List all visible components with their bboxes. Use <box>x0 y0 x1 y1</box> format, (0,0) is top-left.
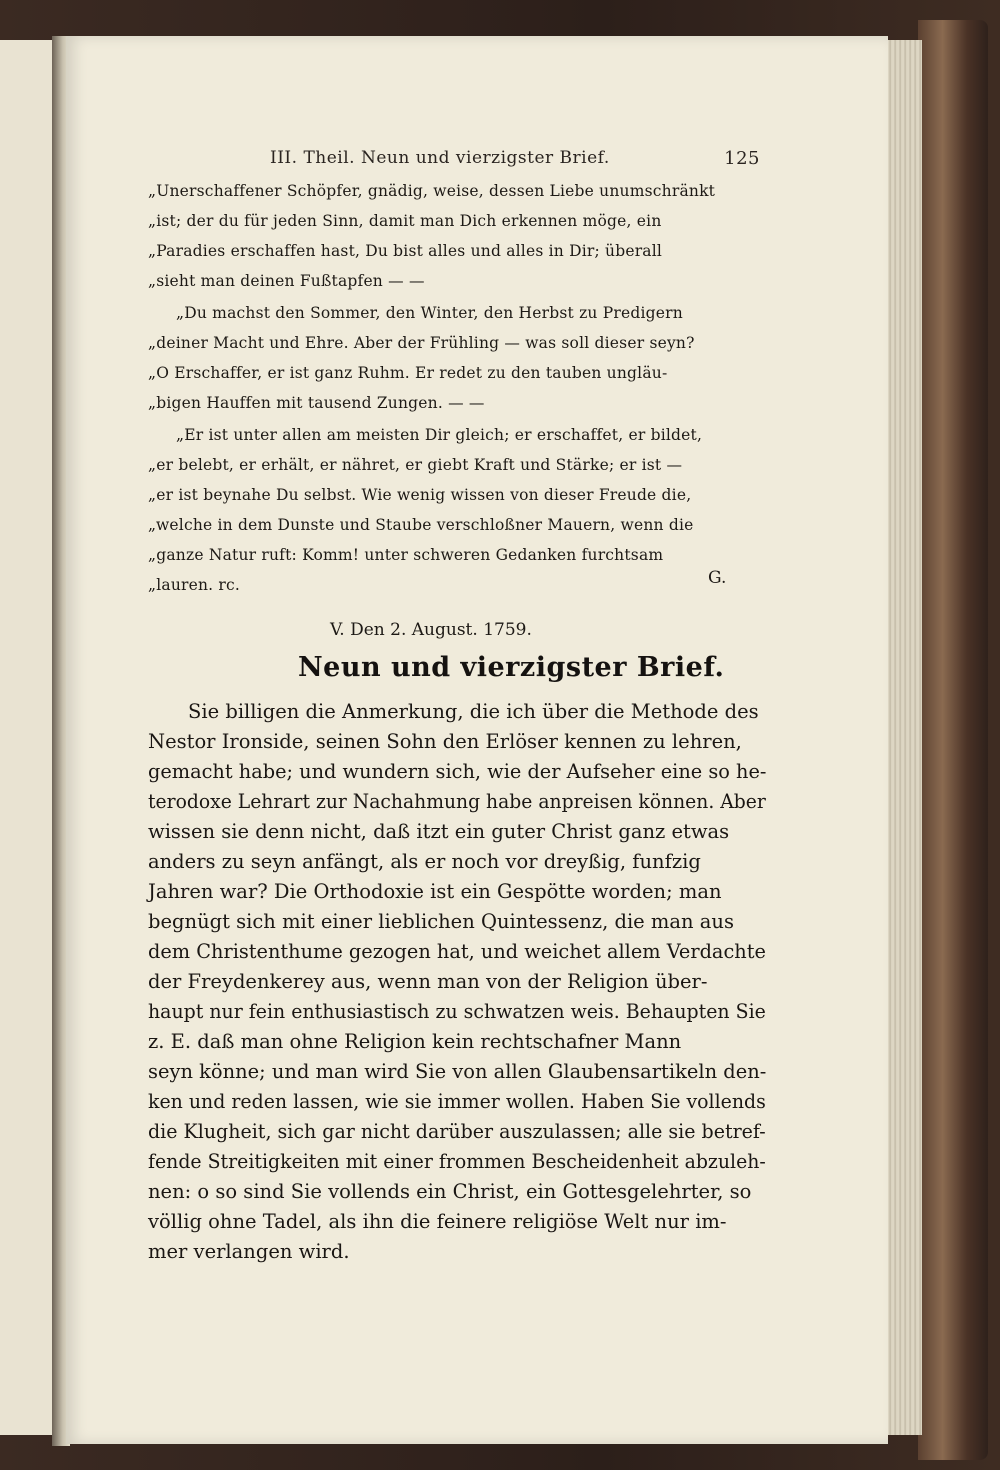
page-edges <box>882 40 922 1435</box>
body-line: dem Christenthume gezogen hat, und weichet allem Verdachte <box>148 940 766 963</box>
body-line: völlig ohne Tadel, als ihn die feinere religiöse Welt nur im- <box>148 1210 727 1233</box>
quote-line: „bigen Hauffen mit tausend Zungen. — — <box>148 394 485 412</box>
body-line: anders zu seyn anfängt, als er noch vor dreyßig, funfzig <box>148 850 701 873</box>
book-cover <box>918 20 988 1460</box>
quote-line: „ist; der du für jeden Sinn, damit man Dich erkennen möge, ein <box>148 212 662 230</box>
running-title: III. Theil. Neun und vierzigster Brief. <box>270 148 610 168</box>
body-line: der Freydenkerey aus, wenn man von der Religion über- <box>148 970 708 993</box>
quote-line: „Paradies erschaffen hast, Du bist alles und alles in Dir; überall <box>148 242 663 260</box>
quote-line: „lauren. rc. <box>148 576 241 594</box>
quote-line: „Er ist unter allen am meisten Dir gleich; er erschaffet, er bildet, <box>176 426 703 444</box>
quote-line: „er ist beynahe Du selbst. Wie wenig wissen von dieser Freude die, <box>148 486 692 504</box>
body-line: gemacht habe; und wundern sich, wie der Aufseher eine so he- <box>148 760 767 783</box>
quote-line: „sieht man deinen Fußtapfen — — <box>148 272 425 290</box>
quote-line: „deiner Macht und Ehre. Aber der Frühling — was soll dieser seyn? <box>148 334 695 352</box>
left-page-margin <box>0 40 54 1435</box>
letter-title: Neun und vierzigster Brief. <box>298 652 725 683</box>
body-line: mer verlangen wird. <box>148 1240 350 1263</box>
body-line: ken und reden lassen, wie sie immer wollen. Haben Sie vollends <box>148 1090 766 1113</box>
body-line: wissen sie denn nicht, daß itzt ein guter Christ ganz etwas <box>148 820 730 843</box>
dateline: V. Den 2. August. 1759. <box>330 620 532 640</box>
running-header <box>270 148 760 172</box>
signature: G. <box>708 568 727 588</box>
body-line: die Klugheit, sich gar nicht darüber auszulassen; alle sie betref- <box>148 1120 766 1143</box>
body-line: z. E. daß man ohne Religion kein rechtschafner Mann <box>148 1030 682 1053</box>
body-line: nen: o so sind Sie vollends ein Christ, ein Gottesgelehrter, so <box>148 1180 752 1203</box>
body-line: begnügt sich mit einer lieblichen Quintessenz, die man aus <box>148 910 734 933</box>
body-line: Nestor Ironside, seinen Sohn den Erlöser kennen zu lehren, <box>148 730 742 753</box>
page-number: 125 <box>724 148 760 169</box>
quote-line: „ganze Natur ruft: Komm! unter schweren Gedanken furchtsam <box>148 546 664 564</box>
body-line: seyn könne; und man wird Sie von allen Glaubensartikeln den- <box>148 1060 767 1083</box>
body-line: terodoxe Lehrart zur Nachahmung habe anpreisen können. Aber <box>148 790 766 813</box>
quote-line: „Du machst den Sommer, den Winter, den Herbst zu Predigern <box>176 304 683 322</box>
body-line: Sie billigen die Anmerkung, die ich über die Methode des <box>188 700 759 723</box>
body-line: haupt nur fein enthusiastisch zu schwatzen weis. Behaupten Sie <box>148 1000 766 1023</box>
body-line: Jahren war? Die Orthodoxie ist ein Gespötte worden; man <box>148 880 722 903</box>
quote-line: „er belebt, er erhält, er nähret, er giebt Kraft und Stärke; er ist — <box>148 456 683 474</box>
quote-line: „O Erschaffer, er ist ganz Ruhm. Er redet zu den tauben ungläu- <box>148 364 668 382</box>
quote-line: „Unerschaffener Schöpfer, gnädig, weise, dessen Liebe unumschränkt <box>148 182 716 200</box>
body-line: fende Streitigkeiten mit einer frommen Bescheidenheit abzuleh- <box>148 1150 766 1173</box>
quote-line: „welche in dem Dunste und Staube verschloßner Mauern, wenn die <box>148 516 694 534</box>
